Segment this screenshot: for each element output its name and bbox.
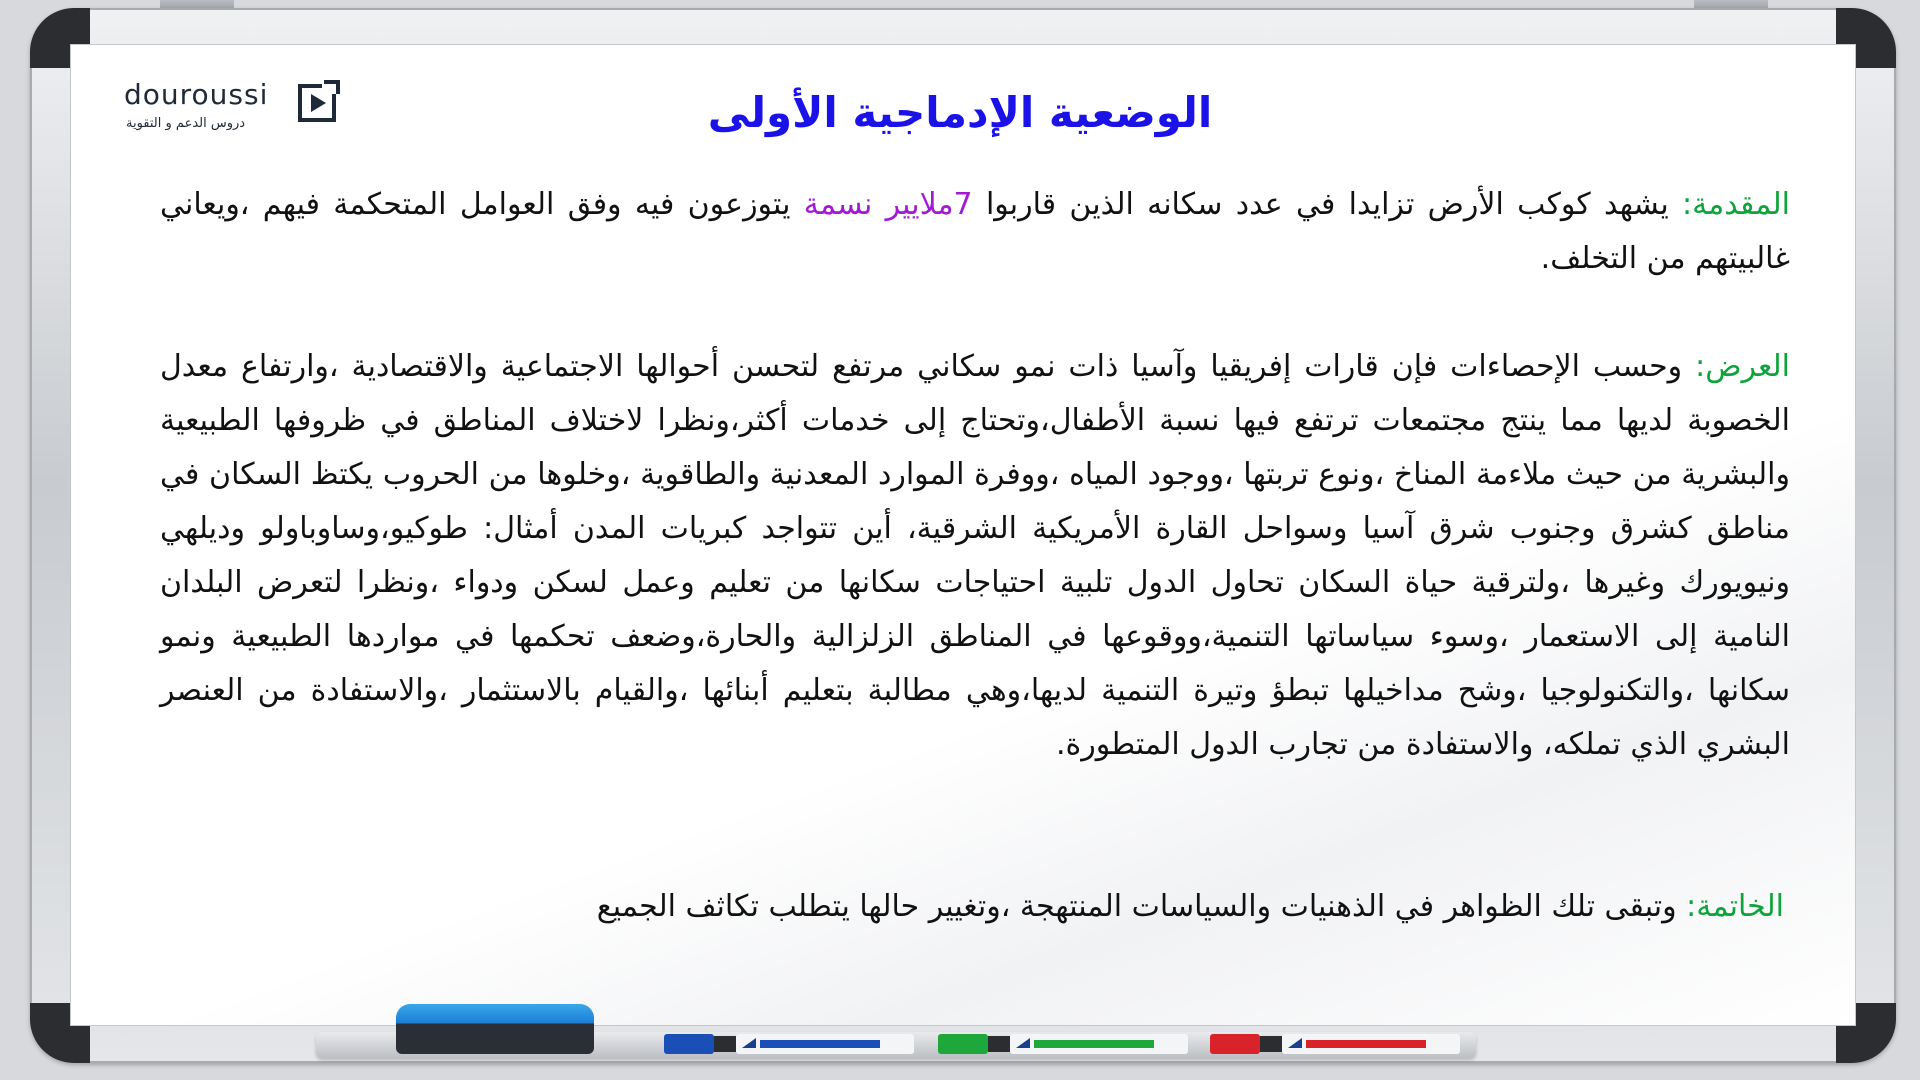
marker-stripe bbox=[1034, 1040, 1154, 1048]
marker-cap bbox=[938, 1034, 988, 1054]
blue-marker[interactable] bbox=[664, 1034, 914, 1054]
intro-highlight: 7ملايير نسمة bbox=[803, 187, 973, 222]
marker-tip-icon bbox=[742, 1038, 756, 1048]
conclusion-text: وتبقى تلك الظواهر في الذهنيات والسياسات المنتهجة ،وتغيير حالها يتطلب تكاثف الجميع bbox=[596, 889, 1687, 924]
marker-tip-icon bbox=[1016, 1038, 1030, 1048]
conclusion-label: الخاتمة: bbox=[1686, 889, 1784, 924]
play-icon bbox=[294, 80, 340, 126]
marker-band bbox=[988, 1036, 1010, 1052]
red-marker[interactable] bbox=[1210, 1034, 1460, 1054]
marker-cap bbox=[664, 1034, 714, 1054]
page-title: الوضعية الإدماجية الأولى bbox=[707, 88, 1213, 137]
intro-text-after: يتوزعون فيه وفق العوامل المتحكمة فيهم ،ويعاني غالبيتهم من التخلف. bbox=[160, 187, 1790, 276]
marker-stripe bbox=[760, 1040, 880, 1048]
marker-tip-icon bbox=[1288, 1038, 1302, 1048]
green-marker[interactable] bbox=[938, 1034, 1188, 1054]
brand-logo[interactable] bbox=[124, 78, 344, 138]
intro-paragraph bbox=[160, 178, 1790, 286]
body-paragraph bbox=[160, 340, 1790, 772]
body-text: وحسب الإحصاءات فإن قارات إفريقيا وآسيا ذات نمو سكاني مرتفع لتحسن أحوالها الاجتماعية والاقتصادية ،وارتفاع معدل الخصوبة لديها مما ينتج مجتمعات ترتفع فيها نسبة الأطفال،وتحتاج إلى خدمات أكثر،ونظرا لاختلاف المناطق في ظروفها الطبيعية والبشرية من حيث ملاءمة المناخ ،ونوع تربتها ،ووجود المياه ،ووفرة الموارد المعدنية والطاقوية ،وخلوها من الحروب يكتظ السكان في مناطق كشرق وجنوب شرق آسيا وسواحل القارة الأمريكية الشرقية، أين تتواجد كبريات المدن أمثال: طوكيو،وساوباولو وديلهي ونيويورك وغيرها ،ولترقية حياة السكان تحاول الدول تلبية احتياجات سكانها من تعليم وعمل لسكن ودواء ،ونظرا لتعرض البلدان النامية إلى الاستعمار ،وسوء سياساتها التنمية،ووقوعها في المناطق الزلزالية والحارة،وضعف تحكمها في مواردها الطبيعية ونمو سكانها ،والتكنولوجيا ،وشح مداخيلها تبطؤ وتيرة التنمية لديها،وهي مطالبة بتعليم أبنائها ،والقيام بالاستثمار ،والاستفادة من العنصر البشري الذي تملكه، والاستفادة من تجارب الدول المتطورة. bbox=[160, 349, 1790, 762]
intro-text-before: يشهد كوكب الأرض تزايدا في عدد سكانه الذين قاربوا bbox=[972, 187, 1682, 222]
brand-name: douroussi bbox=[124, 78, 269, 111]
marker-cap bbox=[1210, 1034, 1260, 1054]
eraser[interactable] bbox=[396, 1004, 594, 1054]
conclusion-paragraph bbox=[160, 880, 1784, 934]
marker-stripe bbox=[1306, 1040, 1426, 1048]
marker-band bbox=[714, 1036, 736, 1052]
brand-tagline: دروس الدعم و التقوية bbox=[126, 116, 246, 131]
marker-band bbox=[1260, 1036, 1282, 1052]
intro-label: المقدمة: bbox=[1681, 187, 1790, 222]
body-label: العرض: bbox=[1695, 349, 1790, 384]
